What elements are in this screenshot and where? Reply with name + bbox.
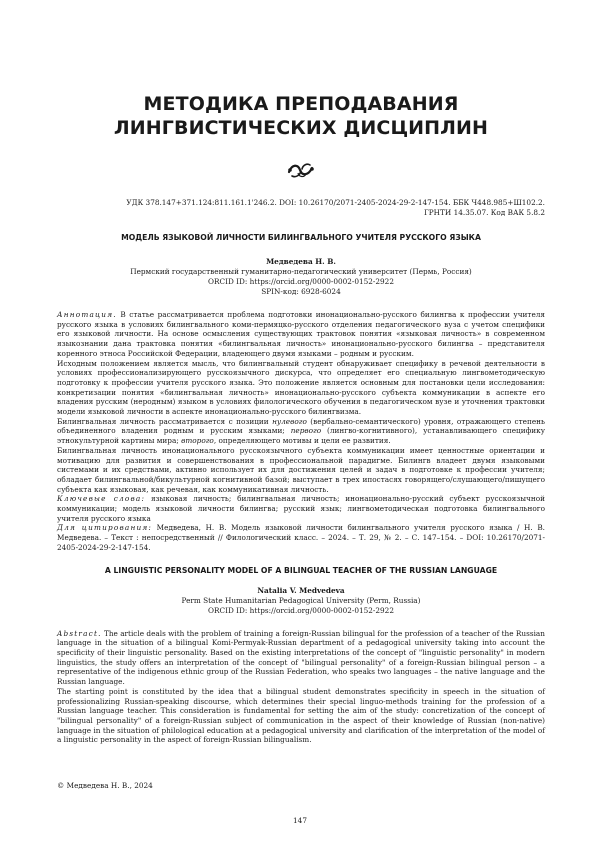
abstract-en-paragraph-1 bbox=[57, 629, 545, 687]
orcid-ru: ORCID ID: https://orcid.org/0000-0002-0152-2922 bbox=[208, 277, 394, 286]
abstract-ru-italic-2: первого bbox=[290, 426, 322, 436]
abstract-en-text-1: The article deals with the problem of training a foreign-Russian bilingual for the profession of a teacher of the Russian language in the situation of a bilingual Komi-Permyak-Russian department of a pedagogical university taking into account the specificity of their linguistic personality. Based on the existing interpretations of the concept of "linguistic personality" in modern linguistics, the study offers an interpretation of the concept of "bilingual personality" of a foreign-Russian bilingual person – a representative of the indigenous ethnic group of the Russian Federation, who speaks two languages – the native language and the Russian language. bbox=[57, 628, 545, 687]
abstract-en bbox=[57, 629, 545, 745]
abstract-ru-text-3a: Билингвальная личность рассматривается с позиции bbox=[57, 416, 273, 426]
section-title bbox=[57, 92, 545, 140]
author-name-ru: Медведева Н. В. bbox=[266, 257, 336, 266]
section-title-line-1: МЕТОДИКА ПРЕПОДАВАНИЯ bbox=[143, 93, 459, 115]
abstract-ru-paragraph-1 bbox=[57, 310, 545, 359]
citation-ru bbox=[57, 523, 545, 552]
abstract-ru-text-3d: , определяющего мотивы и цели ее развития. bbox=[213, 436, 391, 446]
keywords-label-ru: Ключевые слова: bbox=[57, 494, 146, 504]
article-page bbox=[57, 0, 545, 745]
author-name-en: Natalia V. Medvedeva bbox=[257, 585, 345, 595]
copyright-notice: © Медведева Н. В., 2024 bbox=[57, 781, 153, 790]
article-title-en: A LINGUISTIC PERSONALITY MODEL OF A BILINGUAL TEACHER OF THE RUSSIAN LANGUAGE bbox=[104, 565, 498, 575]
abstract-ru-paragraph-4: Билингвальная личность инонационального русскоязычного субъекта коммуникации имеет ценностные ориентации и мотивацию для развития и совершенствования в профессиональной парадигме. Билингв владеет двумя языковыми системами и их средствами, активно использует их для достижения целей и задач в подготовке к профессии учителя; обладает билингвальной/бикультурной когнитивной базой; выступает в трех ипостасях говорящего/слушающего/пишущего субъекта как языковая, как речевая, как коммуникативная личность. bbox=[57, 445, 545, 494]
grnti-line: ГРНТИ 14.35.07. Код ВАК 5.8.2 bbox=[423, 208, 545, 217]
abstract-ru-paragraph-3 bbox=[57, 417, 545, 446]
author-block-en bbox=[57, 586, 545, 616]
abstract-en-paragraph-2: The starting point is constituted by the idea that a bilingual student demonstrates specificity in speech in the situation of professionalizing Russian-speaking discourse, which determines their special linguo-methods training for the profession of a Russian language teacher. This consideration is fundamental for setting the aim of the study: concretization of the concept of "bilingual personality" of a foreign-Russian subject of communication in the aspect of their knowledge of Russian (non-native) language in the situation of philological education at a pedagogical university and clarification of the interpretation of the model of a linguistic personality in the aspect of foreign-Russian bilingualism. bbox=[57, 686, 545, 745]
keywords-ru bbox=[57, 494, 545, 523]
abstract-ru-text-3c: (лингво-когнитивного), устанавливающего специфику этнокультурной картины мира; bbox=[57, 426, 546, 446]
affiliation-en: Perm State Humanitarian Pedagogical University (Perm, Russia) bbox=[181, 595, 421, 605]
article-title-ru: МОДЕЛЬ ЯЗЫКОВОЙ ЛИЧНОСТИ БИЛИНГВАЛЬНОГО УЧИТЕЛЯ РУССКОГО ЯЗЫКА bbox=[121, 233, 481, 242]
author-block-ru bbox=[57, 257, 545, 297]
classification-codes bbox=[57, 198, 545, 218]
citation-label-ru: Для цитирования: bbox=[57, 523, 153, 533]
keywords-ru-text: языковая личность; билингвальная личность; инонационально-русский субъект русскоязычной коммуникации; модель языковой личности билингва; русский язык; лингвометодическая подготовка билингвального учителя русского языка bbox=[57, 494, 545, 523]
abstract-label-ru: Аннотация. bbox=[57, 310, 117, 319]
floral-ornament-icon bbox=[57, 160, 545, 182]
abstract-ru-text-3b: (вербально-семантического) уровня, отражающего степень объединенного владения родным и русским языками; bbox=[57, 416, 546, 436]
abstract-ru-text-1: В статье рассматривается проблема подготовки инонационально-русского билингва к профессии учителя русского языка в условиях билингвального коми-пермяцко-русского отделения педагогического вуза с учетом специфики его языковой личности. На основе осмысления существующих трактовок понятия «языковая личность» в современном языкознании дана трактовка понятия «билингвальная личность» инонационально-русского билингва – представителя коренного этноса Российской Федерации, владеющего двумя языками – родным и русским. bbox=[57, 310, 545, 358]
citation-ru-text: Медведева, Н. В. Модель языковой личности билингвального учителя русского языка / Н. В. Медведева. – Текст : непосредственный // Филологический класс. – 2024. – Т. 29, № 2. – С. 147–154. – DOI: 10.26170/2071-2405-2024-29-2-147-154. bbox=[57, 523, 545, 552]
abstract-ru-paragraph-2: Исходным положением является мысль, что билингвальный студент обнаруживает специфику в речевой деятельности в условиях профессионализирующего русскоязычного дискурса, что определяет его специальную лингвометодическую подготовку к профессии учителя русского языка. Это положение является основным для постановки цели исследования: конкретизации понятия «билингвальная личность» инонационально-русского субъекта коммуникации в аспекте его владения русским (неродным) языком в условиях филологического обучения в педагогическом вузе и уточнения трактовки модели языковой личности в аспекте инонационально-русского билингвизма. bbox=[57, 358, 545, 417]
spin-code: SPIN-код: 6928-6024 bbox=[261, 287, 341, 296]
udc-doi-line: УДК 378.147+371.124:811.161.1'246.2. DOI: 10.26170/2071-2405-2024-29-2-147-154. ББК Ч448.985+Ш102.2. bbox=[126, 198, 545, 207]
page-number: 147 bbox=[293, 816, 307, 825]
abstract-ru-italic-1: нулевого bbox=[272, 416, 307, 426]
section-title-line-2: ЛИНГВИСТИЧЕСКИХ ДИСЦИПЛИН bbox=[113, 117, 489, 139]
abstract-label-en: Abstract. bbox=[57, 628, 102, 638]
affiliation-ru: Пермский государственный гуманитарно-педагогический университет (Пермь, Россия) bbox=[130, 267, 472, 276]
abstract-ru bbox=[57, 310, 545, 553]
abstract-ru-italic-3: второго bbox=[181, 436, 214, 446]
orcid-en: ORCID ID: https://orcid.org/0000-0002-0152-2922 bbox=[208, 605, 394, 615]
